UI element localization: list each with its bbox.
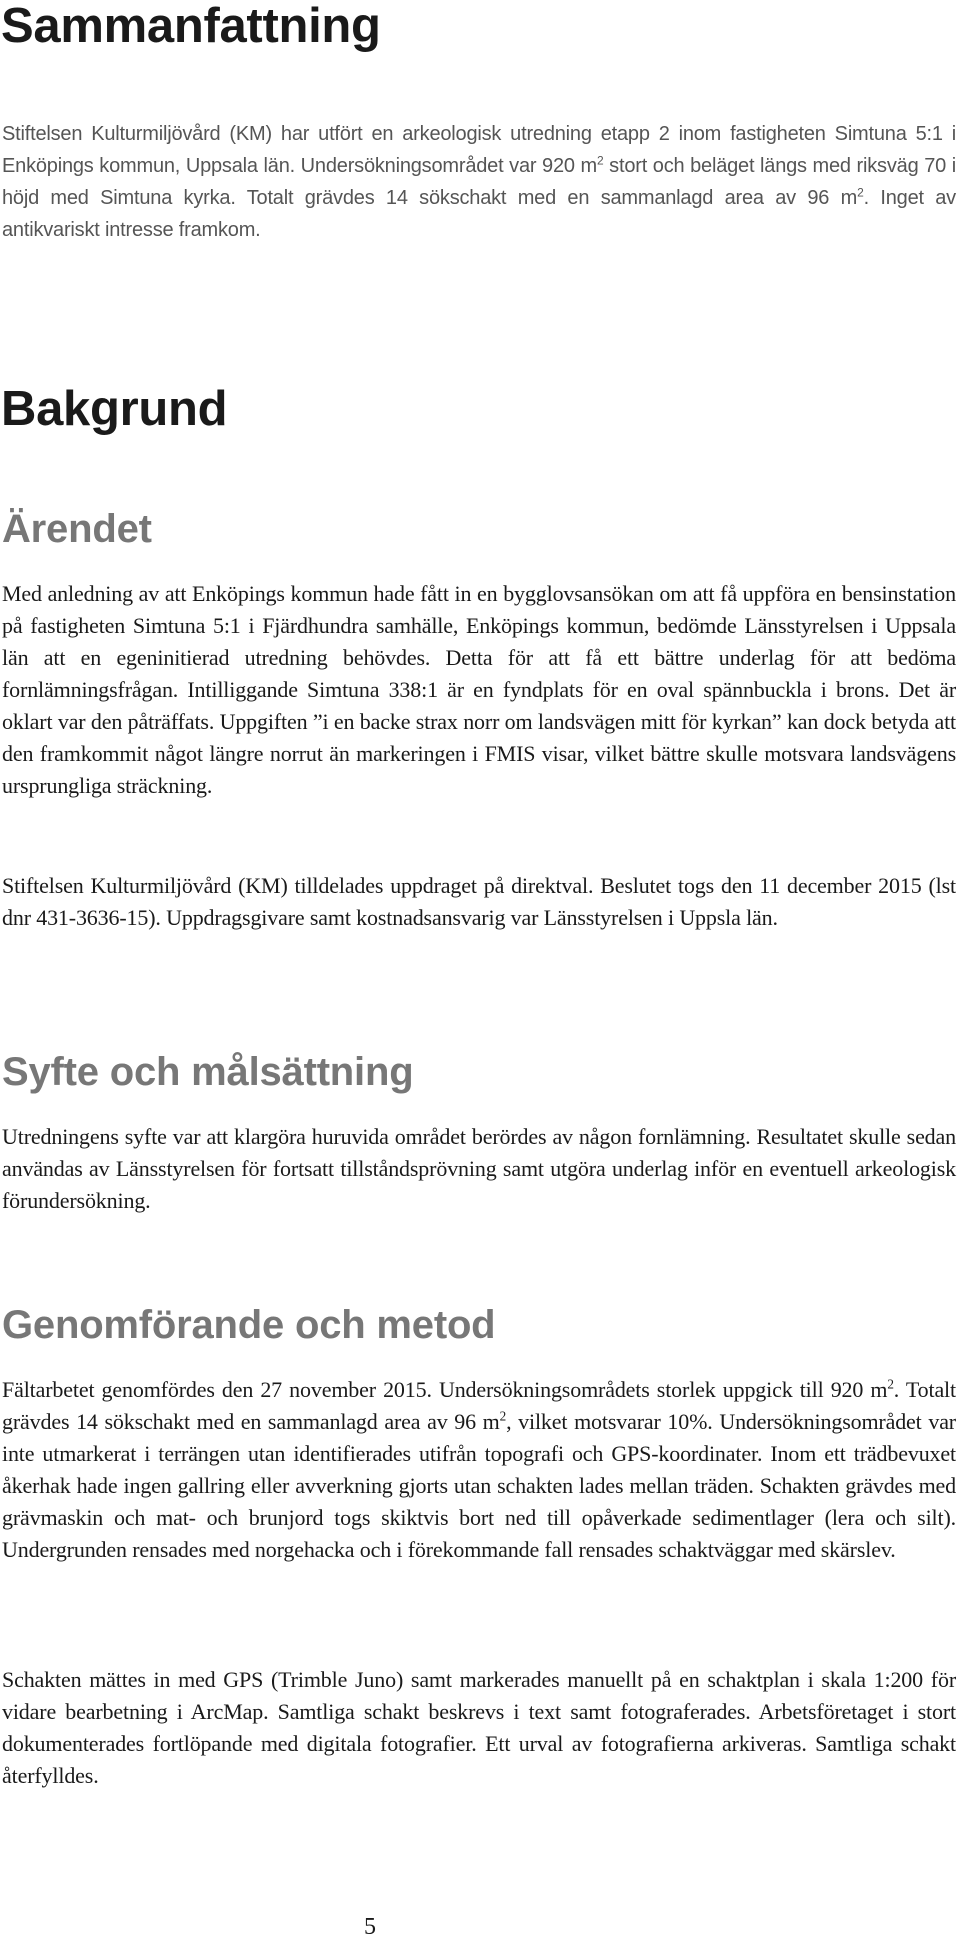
heading-syfte: Syfte och målsättning [2, 1050, 414, 1094]
method-text-c: , vilket motsvarar 10%. Undersökningsområdet var inte utmarkerat i terrängen utan identifierades utifrån topografi och GPS-koordinater. Inom ett trädbevuxet åkerhak hade ingen gallring eller avverkning gjorts utan schakten lades mellan träden. Schakten grävdes med grävmaskin och mat- och brunjord togs skiktvis bort ned till opåverkade sedimentlager (lera och silt). Undergrunden rensades med norgehacka och i förekommande fall rensades schaktväggar med skärslev. [2, 1409, 956, 1562]
method-text-a: Fältarbetet genomfördes den 27 november 2015. Undersökningsområdets storlek uppgick till 920 m [2, 1377, 888, 1402]
page-number: 5 [364, 1914, 376, 1940]
purpose-paragraph: Utredningens syfte var att klargöra huruvida området berördes av någon fornlämning. Resultatet skulle sedan användas av Länsstyrelsen för fortsatt tillståndsprövning samt utgöra underlag inför en eventuell arkeologisk förundersökning. [2, 1124, 956, 1213]
method-paragraph-2: Schakten mättes in med GPS (Trimble Juno) samt markerades manuellt på en schaktplan i skala 1:200 för vidare bearbetning i ArcMap. Samtliga schakt beskrevs i text samt fotograferades. Arbetsföretaget i stort dokumenterades fortlöpande med digitala fotografier. Ett urval av fotografierna arkiveras. Samtliga schakt återfylldes. [2, 1667, 956, 1788]
summary-text-a: Stiftelsen Kulturmiljövård (KM) har utfört en arkeologisk utredning etapp 2 inom fastigheten Simtuna 5:1 i Enköpings kommun, Uppsala län. Undersökningsområdet var 920 m [2, 123, 956, 177]
summary-paragraph [2, 118, 956, 246]
superscript: 2 [499, 1408, 507, 1424]
method-paragraph-1 [2, 1374, 956, 1566]
method-text-b: . Totalt grävdes 14 sökschakt med en sammanlagd area av 96 m [2, 1377, 956, 1434]
background-paragraph-1: Med anledning av att Enköpings kommun hade fått in en bygglovsansökan om att få uppföra en bensinstation på fastigheten Simtuna 5:1 i Fjärdhundra samhälle, Enköpings kommun, bedömde Länsstyrelsen i Uppsala län att en egeninitierad utredning behövdes. Detta för att få ett bättre underlag för att bedöma fornlämningsfrågan. Intilliggande Simtuna 338:1 är en fyndplats för en oval spännbuckla i brons. Det är oklart var den påträffats. Uppgiften ”i en backe strax norr om landsvägen mitt för kyrkan” kan dock betyda att den framkommit något längre norrut än markeringen i FMIS visar, vilket bättre skulle motsvara landsvägens ursprungliga sträckning. [2, 581, 956, 798]
superscript: 2 [857, 185, 864, 200]
background-paragraph-2: Stiftelsen Kulturmiljövård (KM) tilldelades uppdraget på direktval. Beslutet togs den 11 december 2015 (lst dnr 431-3636-15). Uppdragsgivare samt kostnadsansvarig var Länsstyrelsen i Uppsla län. [2, 873, 956, 930]
superscript: 2 [887, 1376, 894, 1392]
heading-sammanfattning: Sammanfattning [1, 0, 381, 53]
heading-genomforande: Genomförande och metod [2, 1303, 496, 1347]
superscript: 2 [596, 153, 604, 168]
summary-text-c: . Inget av antikvariskt intresse framkom. [2, 187, 956, 241]
heading-arendet: Ärendet [2, 507, 152, 551]
heading-bakgrund: Bakgrund [1, 382, 228, 436]
summary-text-b: stort och beläget längs med riksväg 70 i höjd med Simtuna kyrka. Totalt grävdes 14 sökschakt med en sammanlagd area av 96 m [2, 155, 956, 209]
